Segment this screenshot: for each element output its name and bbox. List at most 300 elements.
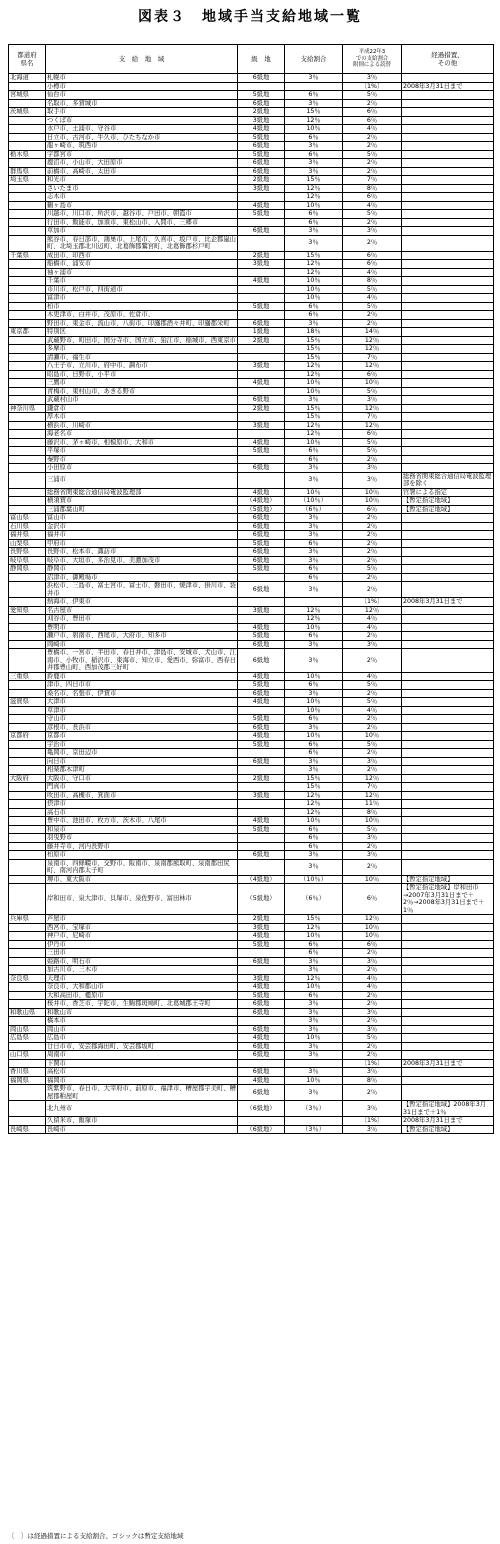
h22-rate-cell: 3％ — [343, 757, 402, 766]
prefecture-cell — [9, 808, 46, 817]
prefecture-cell: 神奈川県 — [9, 404, 46, 413]
h22-rate-cell: 3％ — [343, 957, 402, 966]
rate-cell: 15％ — [285, 413, 343, 422]
note-cell — [402, 133, 494, 142]
note-cell — [402, 387, 494, 396]
prefecture-cell: 滋賀県 — [9, 698, 46, 707]
prefecture-cell: 奈良県 — [9, 974, 46, 983]
table-row — [9, 159, 494, 168]
area-cell: 広島市 — [46, 1034, 238, 1043]
h22-rate-cell: 6％ — [343, 940, 402, 949]
h22-rate-cell: 8％ — [343, 1076, 402, 1085]
note-cell — [402, 1000, 494, 1009]
h22-rate-cell: 2％ — [343, 949, 402, 958]
grade-cell: 6級地 — [238, 548, 285, 557]
grade-cell: 2級地 — [238, 176, 285, 185]
prefecture-cell: 広島県 — [9, 1034, 46, 1043]
note-cell — [402, 1025, 494, 1034]
rate-cell: （3％） — [285, 1125, 343, 1134]
table-row — [9, 698, 494, 707]
prefecture-cell: 茨城県 — [9, 108, 46, 117]
area-cell: 高松市 — [46, 1068, 238, 1077]
rate-cell: 15％ — [285, 108, 343, 117]
rate-cell: 15％ — [285, 176, 343, 185]
prefecture-cell — [9, 875, 46, 884]
prefecture-cell: 兵庫県 — [9, 915, 46, 924]
rate-cell: 10％ — [285, 932, 343, 941]
grade-cell: （4級地） — [238, 497, 285, 506]
prefecture-cell: 福井県 — [9, 531, 46, 540]
grade-cell — [238, 345, 285, 354]
table-row — [9, 176, 494, 185]
table-row — [9, 649, 494, 673]
prefecture-cell — [9, 1101, 46, 1117]
grade-cell: 3級地 — [238, 791, 285, 800]
area-cell: 平塚市 — [46, 447, 238, 456]
area-cell: 千葉市 — [46, 277, 238, 286]
area-cell: 取手市 — [46, 108, 238, 117]
h22-rate-cell: 5％ — [343, 698, 402, 707]
prefecture-cell: 京都府 — [9, 732, 46, 741]
grade-cell — [238, 808, 285, 817]
area-cell: 西宮市、宝塚市 — [46, 923, 238, 932]
h22-rate-cell: 4％ — [343, 125, 402, 134]
prefecture-cell — [9, 235, 46, 251]
note-cell — [402, 447, 494, 456]
area-cell: 下関市 — [46, 1059, 238, 1068]
h22-rate-cell: 2％ — [343, 582, 402, 598]
note-cell — [402, 455, 494, 464]
prefecture-cell — [9, 311, 46, 320]
prefecture-cell — [9, 82, 46, 91]
table-row — [9, 193, 494, 202]
prefecture-cell — [9, 766, 46, 775]
prefecture-cell — [9, 218, 46, 227]
rate-cell: 3％ — [285, 548, 343, 557]
grade-cell — [238, 615, 285, 624]
note-cell — [402, 294, 494, 303]
grade-cell: 4級地 — [238, 817, 285, 826]
note-cell — [402, 1076, 494, 1085]
rate-cell: 3％ — [285, 723, 343, 732]
grade-cell — [238, 413, 285, 422]
prefecture-cell — [9, 464, 46, 473]
grade-cell: 6級地 — [238, 689, 285, 698]
grade-cell — [238, 268, 285, 277]
prefecture-cell — [9, 800, 46, 809]
grade-cell: 6級地 — [238, 1025, 285, 1034]
area-cell: 昭島市、日野市、小平市 — [46, 370, 238, 379]
rate-cell: 3％ — [285, 851, 343, 860]
h22-rate-cell: 12％ — [343, 404, 402, 413]
prefecture-cell: 北海道 — [9, 74, 46, 83]
rate-cell: 10％ — [285, 277, 343, 286]
table-row — [9, 1008, 494, 1017]
rate-cell: 15％ — [285, 915, 343, 924]
h22-rate-cell: 12％ — [343, 345, 402, 354]
note-cell — [402, 949, 494, 958]
table-row — [9, 302, 494, 311]
prefecture-cell — [9, 302, 46, 311]
h22-rate-cell: 12％ — [343, 362, 402, 371]
rate-cell — [285, 598, 343, 607]
prefecture-cell — [9, 573, 46, 582]
prefecture-cell — [9, 353, 46, 362]
note-cell — [402, 125, 494, 134]
table-row — [9, 260, 494, 269]
rate-cell: 3％ — [285, 1051, 343, 1060]
h22-rate-cell: 6％ — [343, 251, 402, 260]
note-cell — [402, 379, 494, 388]
prefecture-cell — [9, 859, 46, 875]
rate-cell — [285, 1117, 343, 1126]
area-cell: 宇治市 — [46, 740, 238, 749]
grade-cell — [238, 1017, 285, 1026]
h22-rate-cell: 〔1%〕 — [343, 1059, 402, 1068]
table-row — [9, 923, 494, 932]
area-cell: 門真市 — [46, 783, 238, 792]
grade-cell: （5級地） — [238, 884, 285, 915]
rate-cell: （6％） — [285, 505, 343, 514]
rate-cell: 15％ — [285, 251, 343, 260]
table-row — [9, 723, 494, 732]
table-row — [9, 116, 494, 125]
rate-cell: 6％ — [285, 91, 343, 100]
grade-cell — [238, 472, 285, 488]
grade-cell — [238, 749, 285, 758]
note-cell — [402, 319, 494, 328]
rate-cell: 12％ — [285, 606, 343, 615]
prefecture-cell: 愛知県 — [9, 606, 46, 615]
h22-rate-cell: 5％ — [343, 150, 402, 159]
h22-rate-cell: 8％ — [343, 808, 402, 817]
area-cell: 津市、四日市市 — [46, 681, 238, 690]
table-row — [9, 983, 494, 992]
area-cell: 豊中市、池田市、枚方市、茨木市、八尾市 — [46, 817, 238, 826]
h22-rate-cell: 8％ — [343, 184, 402, 193]
grade-cell: 5級地 — [238, 825, 285, 834]
h22-rate-cell: 2％ — [343, 1042, 402, 1051]
h22-rate-cell: 2％ — [343, 723, 402, 732]
note-cell — [402, 430, 494, 439]
h22-rate-cell: 12％ — [343, 421, 402, 430]
h22-rate-cell: 3％ — [343, 227, 402, 236]
area-cell: 龍ヶ崎市、筑西市 — [46, 142, 238, 151]
grade-cell: 4級地 — [238, 277, 285, 286]
prefecture-cell — [9, 966, 46, 975]
rate-cell: 12％ — [285, 370, 343, 379]
area-cell: 水戸市、土浦市、守谷市 — [46, 125, 238, 134]
prefecture-cell — [9, 1017, 46, 1026]
rate-cell: 3％ — [285, 74, 343, 83]
table-row — [9, 565, 494, 574]
prefecture-cell — [9, 319, 46, 328]
table-row — [9, 749, 494, 758]
prefecture-cell — [9, 689, 46, 698]
h22-rate-cell: 10％ — [343, 817, 402, 826]
area-cell: 鎌倉市 — [46, 404, 238, 413]
area-cell: 袖ヶ浦市 — [46, 268, 238, 277]
rate-cell: 15％ — [285, 783, 343, 792]
h22-rate-cell: 2％ — [343, 1051, 402, 1060]
rate-cell: 12％ — [285, 615, 343, 624]
note-cell — [402, 672, 494, 681]
area-cell: 横須賀市 — [46, 497, 238, 506]
h22-rate-cell: 4％ — [343, 623, 402, 632]
rate-cell: 6％ — [285, 539, 343, 548]
table-row — [9, 689, 494, 698]
prefecture-cell — [9, 285, 46, 294]
table-row — [9, 851, 494, 860]
table-row — [9, 218, 494, 227]
rate-cell: 12％ — [285, 808, 343, 817]
area-cell: つくば市 — [46, 116, 238, 125]
h22-rate-cell: 5％ — [343, 387, 402, 396]
rate-cell: 6％ — [285, 715, 343, 724]
prefecture-cell — [9, 438, 46, 447]
h22-rate-cell: 2％ — [343, 1000, 402, 1009]
grade-cell — [238, 834, 285, 843]
h22-rate-cell: 3％ — [343, 472, 402, 488]
note-cell — [402, 991, 494, 1000]
area-cell: 鶴ヶ島市 — [46, 201, 238, 210]
note-cell — [402, 159, 494, 168]
area-cell: 筑紫野市、春日市、大宰府市、前原市、福津市、糟屋郡宇美町、糟屋郡粕屋町 — [47, 1085, 236, 1100]
prefecture-cell — [9, 1117, 46, 1126]
rate-cell: 12％ — [285, 974, 343, 983]
table-row — [9, 800, 494, 809]
grade-cell — [238, 598, 285, 607]
h22-rate-cell: 5％ — [343, 1034, 402, 1043]
table-row — [9, 251, 494, 260]
h22-rate-cell: 4％ — [343, 294, 402, 303]
area-cell: 守山市 — [46, 715, 238, 724]
h22-rate-cell: 5％ — [343, 825, 402, 834]
table-row — [9, 1068, 494, 1077]
table-row — [9, 783, 494, 792]
grade-cell: 6級地 — [238, 74, 285, 83]
area-cell: 伊丹市 — [46, 940, 238, 949]
grade-cell: 6級地 — [238, 957, 285, 966]
prefecture-cell — [9, 268, 46, 277]
h22-rate-cell: 2％ — [343, 167, 402, 176]
grade-cell: 3級地 — [238, 116, 285, 125]
rate-cell: 3％ — [285, 1042, 343, 1051]
note-cell — [402, 915, 494, 924]
grade-cell: 6級地 — [238, 757, 285, 766]
prefecture-cell: 東京都 — [9, 328, 46, 337]
area-cell: 向日市 — [46, 757, 238, 766]
rate-cell: 3％ — [285, 522, 343, 531]
note-cell — [402, 1068, 494, 1077]
grade-cell: （4級地） — [238, 875, 285, 884]
note-cell — [402, 940, 494, 949]
prefecture-cell: 岡山県 — [9, 1025, 46, 1034]
h22-rate-cell: 3％ — [343, 851, 402, 860]
h22-rate-cell: 10％ — [343, 488, 402, 497]
prefecture-cell — [9, 791, 46, 800]
rate-cell: 6％ — [285, 218, 343, 227]
rate-cell: 3％ — [285, 757, 343, 766]
grade-cell: （6級地） — [238, 1125, 285, 1134]
grade-cell: 6級地 — [238, 464, 285, 473]
area-cell: 神戸市、尼崎市 — [46, 932, 238, 941]
table-row — [9, 834, 494, 843]
prefecture-cell — [9, 370, 46, 379]
grade-cell: 4級地 — [238, 125, 285, 134]
grade-cell — [238, 294, 285, 303]
prefecture-cell — [9, 421, 46, 430]
area-cell: 草津市 — [46, 706, 238, 715]
rate-cell: 15％ — [285, 353, 343, 362]
area-cell: 仙台市 — [46, 91, 238, 100]
table-row — [9, 1025, 494, 1034]
table-row — [9, 582, 494, 598]
table-row — [9, 957, 494, 966]
h22-rate-cell: 3％ — [343, 834, 402, 843]
area-cell: 秦野市 — [46, 455, 238, 464]
note-cell: 【暫定指定地域】2008年3月31日まで＋1％ — [402, 1101, 494, 1117]
grade-cell — [238, 82, 285, 91]
area-cell: 海老名市 — [46, 430, 238, 439]
note-cell — [402, 632, 494, 641]
grade-cell: 3級地 — [238, 260, 285, 269]
rate-cell: 10％ — [285, 201, 343, 210]
grade-cell: 6級地 — [238, 1000, 285, 1009]
rate-cell: 12％ — [285, 362, 343, 371]
grade-cell: 6級地 — [238, 582, 285, 598]
area-cell: 吹田市、高槻市、箕面市 — [46, 791, 238, 800]
rate-cell: 3％ — [285, 319, 343, 328]
note-cell — [402, 116, 494, 125]
note-cell — [402, 698, 494, 707]
table-header-row — [9, 45, 494, 74]
rate-cell: 6％ — [285, 150, 343, 159]
table-row — [9, 573, 494, 582]
table-row — [9, 472, 494, 488]
prefecture-cell — [9, 210, 46, 219]
area-cell: 豊橋市、一宮市、半田市、春日井市、津島市、安城市、犬山市、江南市、小牧市、稲沢市、東海市、知立市、愛西市、弥富市、西春日井郡豊山町、西加茂郡三好町 — [47, 649, 236, 671]
rate-cell: 12％ — [285, 800, 343, 809]
table-row — [9, 632, 494, 641]
note-cell — [402, 957, 494, 966]
h22-rate-cell: 5％ — [343, 681, 402, 690]
h22-rate-cell: 10％ — [343, 875, 402, 884]
prefecture-cell: 栃木県 — [9, 150, 46, 159]
table-row — [9, 447, 494, 456]
h22-rate-cell: 12％ — [343, 336, 402, 345]
table-row — [9, 791, 494, 800]
h22-rate-cell: 5％ — [343, 438, 402, 447]
header-h22-rate: 平成22年3 での支給割合 附則による読替 — [343, 45, 402, 74]
rate-cell: 10％ — [285, 732, 343, 741]
h22-rate-cell: 3％ — [343, 640, 402, 649]
grade-cell: 2級地 — [238, 774, 285, 783]
prefecture-cell — [9, 387, 46, 396]
note-cell: 【暫定指定地域】 — [402, 875, 494, 884]
prefecture-cell — [9, 783, 46, 792]
grade-cell: 4級地 — [238, 732, 285, 741]
note-cell — [402, 681, 494, 690]
prefecture-cell — [9, 447, 46, 456]
rate-cell: 10％ — [285, 379, 343, 388]
rate-cell: 6％ — [285, 842, 343, 851]
h22-rate-cell: 2％ — [343, 539, 402, 548]
grade-cell — [238, 311, 285, 320]
area-cell: 瀬戸市、碧南市、西尾市、大府市、知多市 — [46, 632, 238, 641]
area-cell: 清瀬市、福生市 — [46, 353, 238, 362]
area-cell: 奈良市、大和郡山市 — [46, 983, 238, 992]
table-row — [9, 875, 494, 884]
prefecture-cell — [9, 623, 46, 632]
note-cell — [402, 606, 494, 615]
grade-cell — [238, 193, 285, 202]
table-row — [9, 842, 494, 851]
note-cell — [402, 522, 494, 531]
grade-cell: 5級地 — [238, 632, 285, 641]
h22-rate-cell: 2％ — [343, 548, 402, 557]
note-cell — [402, 649, 494, 673]
note-cell — [402, 565, 494, 574]
grade-cell — [238, 766, 285, 775]
area-cell: 長野市、松本市、諏訪市 — [46, 548, 238, 557]
rate-cell: 18％ — [285, 328, 343, 337]
grade-cell: 1級地 — [238, 328, 285, 337]
note-cell — [402, 800, 494, 809]
table-row — [9, 598, 494, 607]
area-cell: 周南市 — [46, 1051, 238, 1060]
rate-cell: 3％ — [285, 556, 343, 565]
rate-cell: 6％ — [285, 681, 343, 690]
rate-cell: 12％ — [285, 923, 343, 932]
prefecture-cell — [9, 294, 46, 303]
prefecture-cell — [9, 615, 46, 624]
grade-cell — [238, 218, 285, 227]
rate-cell: 6％ — [285, 632, 343, 641]
grade-cell — [238, 842, 285, 851]
area-cell: 総務省関東総合通信局電波監理部 — [46, 488, 238, 497]
note-cell — [402, 142, 494, 151]
h22-rate-cell: 2％ — [343, 689, 402, 698]
table-row — [9, 505, 494, 514]
h22-rate-cell: 3％ — [343, 74, 402, 83]
table-row — [9, 387, 494, 396]
table-row — [9, 531, 494, 540]
rate-cell: 10％ — [285, 1076, 343, 1085]
grade-cell: 3級地 — [238, 974, 285, 983]
prefecture-cell — [9, 472, 46, 488]
note-cell — [402, 1034, 494, 1043]
h22-rate-cell: 2％ — [343, 159, 402, 168]
prefecture-cell: 長崎県 — [9, 1125, 46, 1134]
area-cell: 岐阜市、大垣市、多治見市、美濃加茂市 — [46, 556, 238, 565]
h22-rate-cell: 2％ — [343, 649, 402, 673]
area-cell: 特別区 — [46, 328, 238, 337]
rate-cell: 15％ — [285, 774, 343, 783]
table-row — [9, 108, 494, 117]
h22-rate-cell: 2％ — [343, 99, 402, 108]
note-cell — [402, 842, 494, 851]
prefecture-cell: 千葉県 — [9, 251, 46, 260]
prefecture-cell — [9, 681, 46, 690]
rate-cell: 10％ — [285, 817, 343, 826]
rate-cell: 3％ — [285, 649, 343, 673]
area-cell: 草加市 — [46, 227, 238, 236]
table-row — [9, 362, 494, 371]
rate-cell: 3％ — [285, 966, 343, 975]
area-cell: さいたま市 — [46, 184, 238, 193]
area-cell: 川越市、川口市、所沢市、越谷市、戸田市、朝霞市 — [46, 210, 238, 219]
